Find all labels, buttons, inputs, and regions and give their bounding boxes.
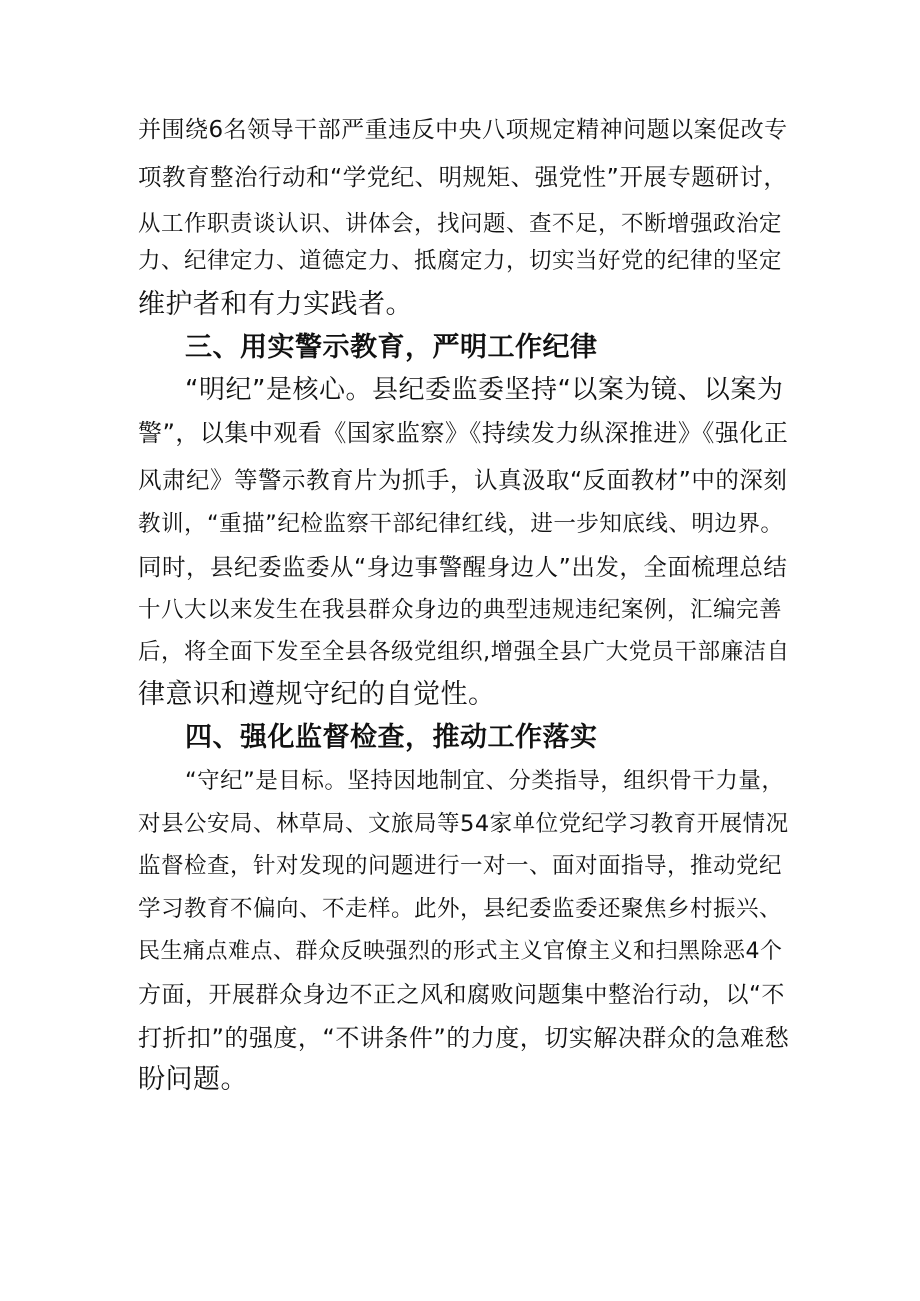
body-text-line: 监督检查，针对发现的问题进行一对一、面对面指导，推动党纪 bbox=[138, 853, 783, 879]
body-text-line: 律意识和遵规守纪的自觉性。 bbox=[138, 679, 496, 710]
body-text-line: “明纪”是核心。县纪委监委坚持“以案为镜、以案为 bbox=[185, 375, 784, 405]
body-text-line: 盼问题。 bbox=[138, 1064, 248, 1095]
body-text-line: 民生痛点难点、群众反映强烈的形式主义官僚主义和扫黑除恶4个 bbox=[138, 939, 783, 964]
body-text-line: 同时，县纪委监委从“身边事警醒身边人”出发，全面梳理总结 bbox=[138, 553, 788, 581]
body-text-line: 从工作职责谈认识、讲体会，找问题、查不足，不断增强政治定 bbox=[138, 211, 783, 237]
body-text-line: 方面，开展群众身边不正之风和腐败问题集中整治行动，以“不 bbox=[138, 982, 785, 1008]
body-text-line: 并围绕6名领导干部严重违反中央八项规定精神问题以案促改专 bbox=[138, 117, 788, 143]
body-text-line: 维护者和有力实践者。 bbox=[138, 289, 413, 320]
body-text-line: 打折扣”的强度，“不讲条件”的力度，切实解决群众的急难愁 bbox=[138, 1024, 790, 1052]
section-heading-4: 四、强化监督检查，推动工作落实 bbox=[185, 722, 598, 753]
section-heading-3: 三、用实警示教育，严明工作纪律 bbox=[185, 332, 598, 363]
body-text-line: 教训，“重描”纪检监察干部纪律红线，进一步知底线、明边界。 bbox=[138, 511, 784, 537]
body-text-line: 项教育整治行动和“学党纪、明规矩、强党性”开展专题研讨， bbox=[138, 163, 788, 191]
body-text-line: 十八大以来发生在我县群众身边的典型违规违纪案例，汇编完善 bbox=[138, 597, 783, 623]
body-text-line: “守纪”是目标。坚持因地制宜、分类指导，组织骨干力量， bbox=[185, 768, 785, 794]
body-text-line: 力、纪律定力、道德定力、抵腐定力，切实当好党的纪律的坚定 bbox=[138, 248, 783, 274]
body-text-line: 风肃纪》等警示教育片为抓手，认真汲取“反面教材”中的深刻 bbox=[138, 466, 788, 494]
body-text-line: 后，将全面下发至全县各级党组织,增强全县广大党员干部廉洁自 bbox=[138, 639, 790, 665]
body-text-line: 对县公安局、林草局、文旅局等54家单位党纪学习教育开展情况 bbox=[138, 811, 789, 837]
body-text-line: 警”，以集中观看《国家监察》《持续发力纵深推进》《强化正 bbox=[138, 419, 789, 447]
body-text-line: 学习教育不偏向、不走样。此外，县纪委监委还聚焦乡村振兴、 bbox=[138, 896, 783, 922]
